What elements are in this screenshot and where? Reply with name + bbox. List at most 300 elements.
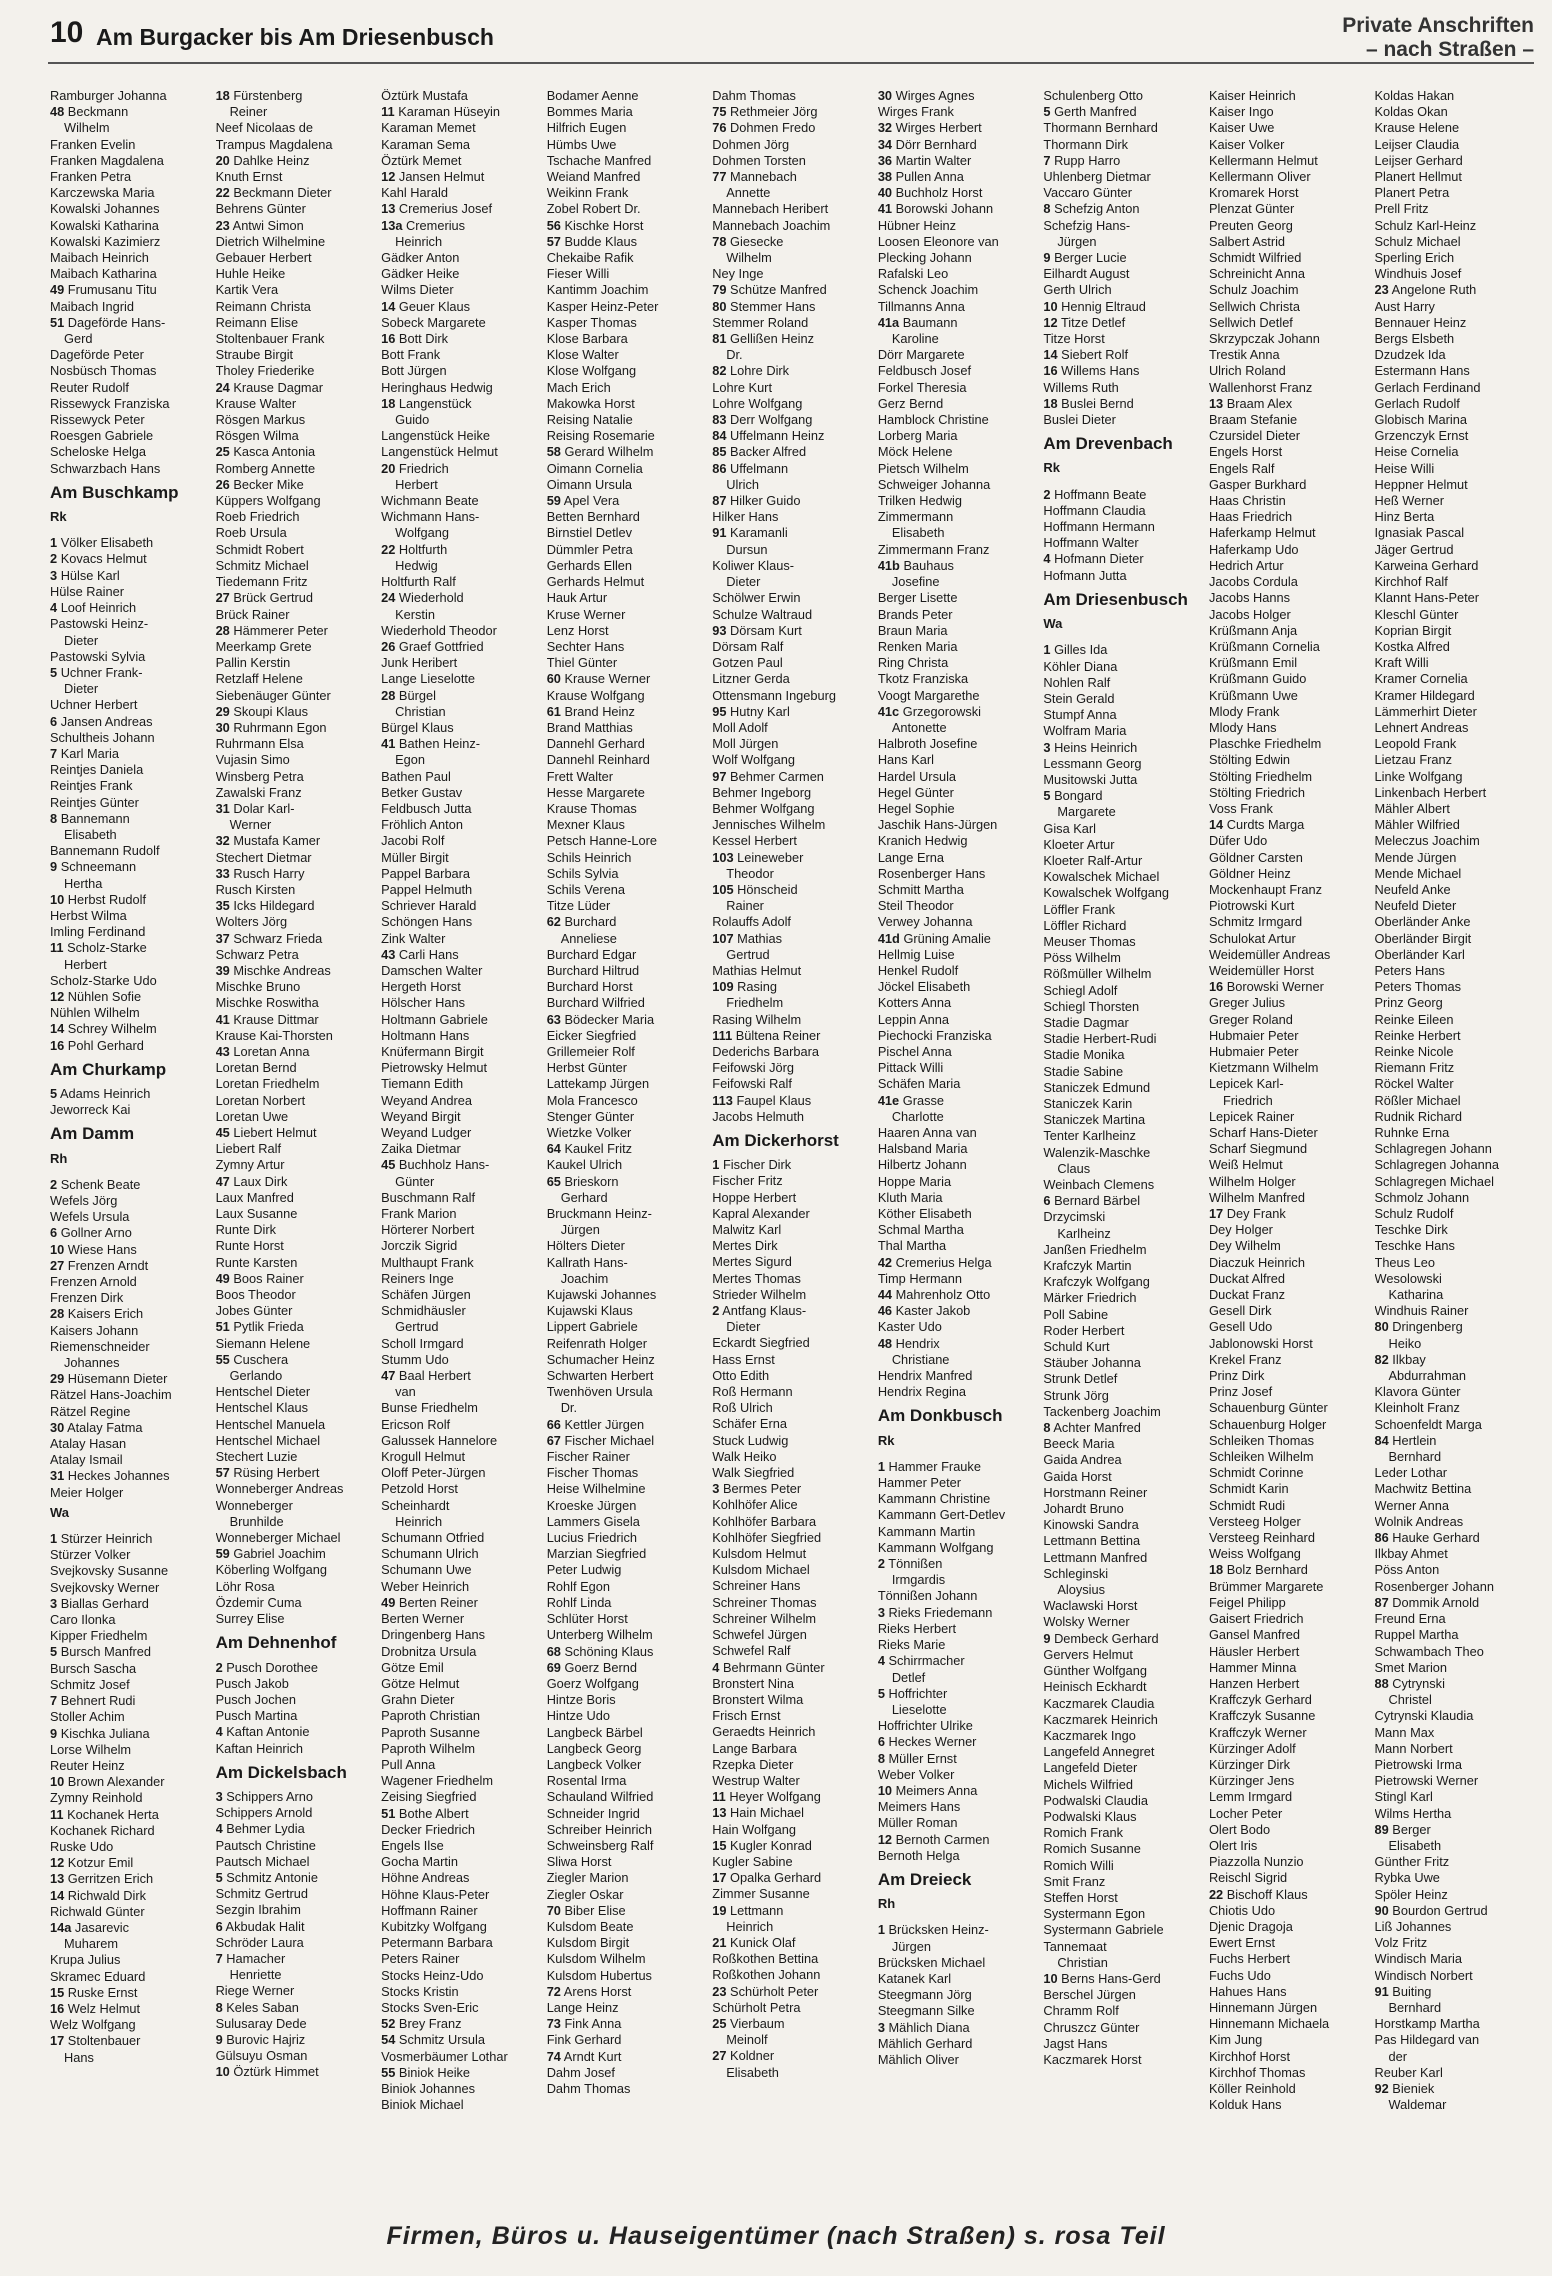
- resident-entry: [50, 795, 210, 811]
- resident-entry: [50, 1225, 210, 1241]
- resident-entry: [547, 380, 707, 396]
- resident-entry: [547, 331, 707, 347]
- resident-name: Jasarevic: [74, 1919, 129, 1935]
- resident-entry: [878, 1767, 1038, 1783]
- house-number: 11: [50, 940, 64, 956]
- resident-entry: [1043, 1355, 1203, 1371]
- resident-entry: [1209, 2049, 1369, 2065]
- resident-name: Holtmann Hans: [381, 1027, 470, 1043]
- house-number: 8: [877, 1750, 885, 1766]
- directory-column: [878, 88, 1038, 2208]
- resident-entry: [1209, 688, 1369, 704]
- resident-name: Schiegl Thorsten: [1043, 998, 1140, 1014]
- resident-name: Tschache Manfred: [546, 152, 652, 168]
- resident-name: Kohlhöfer Siegfried: [712, 1529, 822, 1545]
- resident-entry: [50, 1387, 210, 1403]
- resident-entry: [547, 574, 707, 590]
- resident-name: Stäuber Johanna: [1043, 1355, 1141, 1371]
- resident-name: Schulokat Artur: [1208, 930, 1296, 946]
- resident-name: Friedrich: [1222, 1092, 1273, 1108]
- resident-name: Kraft Willi: [1374, 655, 1429, 671]
- resident-name: Schreiber Heinrich: [546, 1821, 652, 1837]
- resident-name: Olert Bodo: [1208, 1821, 1271, 1837]
- resident-name: Kellermann Oliver: [1208, 169, 1311, 185]
- resident-name: Lettmann Manfred: [1043, 1549, 1148, 1565]
- resident-entry: [1043, 1128, 1203, 1144]
- resident-name: Götze Helmut: [381, 1675, 460, 1691]
- house-number: 84: [1374, 1432, 1389, 1448]
- resident-entry: [216, 1174, 376, 1190]
- resident-entry: [878, 444, 1038, 460]
- resident-entry: [1209, 2016, 1369, 2032]
- resident-entry: [712, 1886, 872, 1902]
- house-number: 10: [1043, 298, 1058, 314]
- resident-name: Kaczmarek Heinrich: [1043, 1711, 1158, 1727]
- resident-name: Karweina Gerhard: [1374, 557, 1479, 573]
- resident-name: Salbert Astrid: [1208, 233, 1286, 249]
- resident-name: Gerlando: [229, 1368, 283, 1384]
- resident-entry: [547, 412, 707, 428]
- resident-entry: [1043, 1582, 1203, 1598]
- resident-name: Gaida Horst: [1043, 1468, 1112, 1484]
- district-code: Wa: [50, 1504, 70, 1520]
- resident-name: Mende Michael: [1374, 865, 1462, 881]
- resident-entry: [878, 655, 1038, 671]
- resident-entry: [381, 898, 541, 914]
- resident-entry: [50, 633, 210, 649]
- resident-name: Beckmann Dieter: [233, 185, 332, 201]
- resident-name: Duckat Franz: [1208, 1287, 1286, 1303]
- resident-entry: [1375, 104, 1535, 120]
- resident-entry: [381, 331, 541, 347]
- resident-name: Gilles Ida: [1054, 642, 1108, 658]
- resident-name: Kaczmarek Claudia: [1043, 1695, 1155, 1711]
- resident-name: Hülse Rainer: [50, 583, 124, 599]
- resident-name: Lange Lieselotte: [381, 671, 476, 687]
- resident-name: Mann Max: [1374, 1724, 1435, 1740]
- resident-entry: [1043, 1274, 1203, 1290]
- house-number: 12: [1043, 314, 1058, 330]
- resident-entry: [216, 1141, 376, 1157]
- resident-name: Siebenäuger Günter: [215, 687, 331, 703]
- resident-entry: [1209, 1400, 1369, 1416]
- resident-name: Hellmig Luise: [877, 946, 955, 962]
- directory-columns: [50, 88, 1534, 2208]
- resident-name: Kaczmarek Horst: [1043, 2051, 1142, 2067]
- resident-entry: [878, 234, 1038, 250]
- resident-entry: [547, 1514, 707, 1530]
- directory-column: [1043, 88, 1203, 2208]
- resident-name: Hubmaier Peter: [1208, 1043, 1299, 1059]
- resident-entry: [1375, 1417, 1535, 1433]
- resident-name: Stenger Günter: [546, 1108, 635, 1124]
- resident-name: Reinke Herbert: [1374, 1027, 1461, 1043]
- resident-entry: [216, 444, 376, 460]
- resident-entry: [381, 104, 541, 120]
- resident-entry: [712, 2016, 872, 2032]
- resident-name: Friedhelm: [726, 995, 784, 1011]
- resident-entry: [1209, 1287, 1369, 1303]
- house-number: 32: [215, 833, 230, 849]
- resident-name: Reiner: [229, 104, 268, 120]
- resident-entry: [381, 201, 541, 217]
- resident-entry: [547, 2016, 707, 2032]
- resident-name: Westrup Walter: [712, 1772, 800, 1788]
- resident-entry: [712, 1611, 872, 1627]
- resident-name: Schultheis Johann: [50, 729, 155, 745]
- resident-name: Berns Hans-Gerd: [1061, 1970, 1161, 1986]
- resident-name: Ruppel Martha: [1374, 1627, 1459, 1643]
- resident-name: Stein Gerald: [1043, 690, 1115, 706]
- resident-entry: [1209, 1579, 1369, 1595]
- resident-entry: [1209, 88, 1369, 104]
- resident-name: Kaisers Erich: [67, 1306, 144, 1322]
- resident-name: Caro Ilonka: [50, 1612, 116, 1628]
- resident-entry: [216, 201, 376, 217]
- resident-entry: [50, 396, 210, 412]
- resident-entry: [1043, 250, 1203, 266]
- resident-name: Kammann Wolfgang: [877, 1539, 994, 1555]
- house-number: 9: [50, 1725, 58, 1741]
- resident-name: Jacobs Helmuth: [712, 1108, 805, 1124]
- resident-entry: [381, 1611, 541, 1627]
- resident-name: Baal Herbert: [398, 1368, 471, 1384]
- resident-name: Hammer Minna: [1208, 1659, 1297, 1675]
- house-number: 16: [50, 1037, 65, 1053]
- resident-name: Neef Nicolaas de: [215, 120, 314, 136]
- resident-entry: [216, 1271, 376, 1287]
- resident-name: Stadie Dagmar: [1043, 1014, 1129, 1030]
- resident-entry: [1043, 983, 1203, 999]
- house-number: 5: [50, 1644, 58, 1660]
- resident-entry: [712, 234, 872, 250]
- resident-name: Göldner Carsten: [1208, 849, 1303, 865]
- resident-entry: [1375, 1093, 1535, 1109]
- resident-entry: [381, 1757, 541, 1773]
- resident-entry: [547, 1984, 707, 2000]
- resident-name: Dahm Josef: [546, 2064, 615, 2080]
- resident-name: Kellermann Helmut: [1208, 152, 1318, 168]
- resident-entry: [1043, 1841, 1203, 1857]
- resident-entry: [216, 1562, 376, 1578]
- resident-name: Waclawski Horst: [1043, 1598, 1138, 1614]
- resident-entry: [216, 493, 376, 509]
- resident-name: Horstkamp Martha: [1374, 2016, 1480, 2032]
- resident-name: Mähler Wilfried: [1374, 817, 1460, 833]
- resident-name: Fischer Rainer: [546, 1449, 630, 1465]
- resident-entry: [1209, 1465, 1369, 1481]
- resident-name: Heyer Wolfgang: [729, 1789, 821, 1805]
- resident-name: Kaczmarek Ingo: [1043, 1727, 1136, 1743]
- resident-name: Pappel Barbara: [381, 865, 471, 881]
- resident-name: Schirrmacher: [888, 1653, 965, 1669]
- house-number: 66: [546, 1416, 561, 1432]
- resident-name: Klose Barbara: [546, 331, 628, 347]
- resident-entry: [1043, 1566, 1203, 1582]
- resident-name: Kaisers Johann: [50, 1322, 139, 1338]
- resident-name: Kaiser Heinrich: [1208, 88, 1296, 103]
- resident-entry: [50, 1677, 210, 1693]
- resident-entry: [50, 1823, 210, 1839]
- resident-name: Rusch Harry: [233, 865, 305, 881]
- house-number: 91: [1374, 1983, 1389, 1999]
- resident-entry: [712, 931, 872, 947]
- resident-name: Beeck Maria: [1043, 1436, 1115, 1452]
- resident-name: Pas Hildegard van: [1374, 2032, 1480, 2048]
- house-number: 12: [381, 169, 396, 185]
- resident-entry: [878, 1751, 1038, 1767]
- house-number: 56: [546, 217, 561, 233]
- resident-name: Brand Matthias: [546, 719, 633, 735]
- house-number: 4: [50, 600, 58, 616]
- resident-name: Hauke Gerhard: [1392, 1530, 1480, 1546]
- resident-entry: [712, 1870, 872, 1886]
- resident-name: Laux Dirk: [233, 1173, 288, 1189]
- resident-entry: [216, 623, 376, 639]
- resident-name: Jürgen: [891, 1938, 931, 1954]
- resident-name: Estermann Hans: [1374, 363, 1470, 379]
- resident-name: Wilhelm Holger: [1208, 1173, 1296, 1189]
- resident-entry: [712, 1643, 872, 1659]
- resident-name: Buchholz Horst: [895, 185, 983, 201]
- resident-entry: [878, 623, 1038, 639]
- resident-name: Bennauer Heinz: [1374, 314, 1467, 330]
- resident-name: Schefzig Anton: [1054, 201, 1140, 217]
- resident-name: Tönnißen: [888, 1556, 943, 1572]
- resident-name: Janßen Friedhelm: [1043, 1241, 1147, 1257]
- resident-entry: [1043, 234, 1203, 250]
- resident-entry: [878, 720, 1038, 736]
- house-number: 57: [215, 1465, 230, 1481]
- resident-entry: [1209, 850, 1369, 866]
- resident-entry: [1209, 1125, 1369, 1141]
- resident-name: Schmidt Karin: [1208, 1481, 1289, 1497]
- resident-entry: [712, 688, 872, 704]
- resident-name: Freund Erna: [1374, 1611, 1446, 1627]
- resident-name: Lämmerhirt Dieter: [1374, 703, 1477, 719]
- resident-name: Eckardt Siegfried: [712, 1335, 810, 1351]
- resident-name: Lehnert Andreas: [1374, 719, 1469, 735]
- resident-entry: [1043, 1598, 1203, 1614]
- resident-entry: [50, 1985, 210, 2001]
- resident-entry: [50, 234, 210, 250]
- resident-name: Wichmann Beate: [381, 493, 479, 509]
- house-number: 22: [215, 185, 230, 201]
- resident-name: Roeb Ursula: [215, 525, 287, 541]
- house-number: 5: [1043, 104, 1051, 120]
- resident-name: Pallin Kerstin: [215, 655, 291, 671]
- resident-name: Tannemaat: [1043, 1938, 1107, 1954]
- resident-entry: [878, 1491, 1038, 1507]
- resident-entry: [1375, 995, 1535, 1011]
- resident-entry: [216, 979, 376, 995]
- house-number: 4: [1043, 551, 1051, 567]
- resident-entry: [1375, 88, 1535, 104]
- resident-entry: [1209, 2081, 1369, 2097]
- resident-name: Greger Roland: [1208, 1011, 1293, 1027]
- resident-entry: [50, 1086, 210, 1102]
- resident-name: Hertlein: [1392, 1432, 1437, 1448]
- resident-name: Friedrich: [398, 460, 449, 476]
- resident-entry: [381, 1190, 541, 1206]
- resident-entry: [216, 412, 376, 428]
- house-number: 28: [381, 687, 396, 703]
- resident-name: Langbeck Bärbel: [546, 1724, 643, 1740]
- resident-entry: [712, 2048, 872, 2064]
- resident-entry: [712, 1028, 872, 1044]
- resident-entry: [216, 234, 376, 250]
- house-number: 92: [1374, 2080, 1389, 2096]
- resident-entry: [50, 137, 210, 153]
- resident-name: Prinz Dirk: [1208, 1368, 1265, 1384]
- house-number: 3: [1043, 739, 1051, 755]
- street-heading: Am Donkbusch: [877, 1406, 1003, 1426]
- house-number: 14: [1043, 347, 1058, 363]
- resident-name: Kruse Werner: [546, 606, 626, 622]
- resident-name: Kowalschek Michael: [1043, 869, 1160, 885]
- resident-entry: [878, 1459, 1038, 1475]
- house-number: 7: [1043, 152, 1051, 168]
- resident-name: Lepicek Rainer: [1208, 1108, 1295, 1124]
- resident-entry: [712, 963, 872, 979]
- resident-entry: [878, 1319, 1038, 1335]
- resident-entry: [50, 2017, 210, 2033]
- resident-entry: [381, 477, 541, 493]
- resident-name: Haferkamp Udo: [1208, 541, 1299, 557]
- resident-name: Gülsuyu Osman: [215, 2048, 308, 2064]
- resident-entry: [50, 1177, 210, 1193]
- resident-entry: [1043, 1663, 1203, 1679]
- resident-name: Dageförde Hans-: [67, 314, 166, 330]
- resident-entry: [547, 995, 707, 1011]
- resident-name: Schulenberg Otto: [1043, 88, 1143, 103]
- resident-entry: [1209, 428, 1369, 444]
- resident-name: Fuchs Herbert: [1208, 1951, 1291, 1967]
- resident-entry: [1375, 607, 1535, 623]
- resident-entry: [878, 590, 1038, 606]
- house-number: 68: [546, 1643, 561, 1659]
- resident-entry: [1209, 752, 1369, 768]
- resident-name: Kowalski Kazimierz: [50, 233, 161, 249]
- resident-name: Sellwich Detlef: [1208, 314, 1293, 330]
- resident-entry: [547, 785, 707, 801]
- resident-entry: [381, 266, 541, 282]
- house-number: 10: [50, 891, 65, 907]
- resident-name: Schils Verena: [546, 881, 625, 897]
- resident-entry: [381, 299, 541, 315]
- resident-entry: [1209, 1028, 1369, 1044]
- resident-entry: [1209, 1725, 1369, 1741]
- resident-name: Kloeter Artur: [1043, 836, 1115, 852]
- resident-name: Schwarz Petra: [215, 946, 299, 962]
- resident-entry: [1043, 1193, 1203, 1209]
- resident-name: Junk Heribert: [381, 655, 458, 671]
- resident-name: Biniok Johannes: [381, 2080, 476, 2096]
- resident-entry: [1043, 218, 1203, 234]
- resident-name: Heins Heinrich: [1054, 739, 1138, 755]
- resident-name: Peter Ludwig: [546, 1562, 622, 1578]
- resident-entry: [1209, 1611, 1369, 1627]
- resident-entry: [712, 1530, 872, 1546]
- resident-entry: [878, 1637, 1038, 1653]
- resident-name: Schmitz Josef: [50, 1676, 130, 1692]
- house-number: 14: [381, 298, 396, 314]
- resident-name: Zaika Dietmar: [381, 1141, 461, 1157]
- house-number: 8: [1043, 1420, 1051, 1436]
- resident-entry: [216, 785, 376, 801]
- resident-entry: [1375, 1109, 1535, 1125]
- resident-entry: [1043, 1744, 1203, 1760]
- resident-entry: [216, 1255, 376, 1271]
- resident-name: Lange Barbara: [712, 1740, 797, 1756]
- resident-entry: [50, 1274, 210, 1290]
- resident-name: Borowski Werner: [1226, 979, 1324, 995]
- resident-entry: [547, 2065, 707, 2081]
- resident-entry: [50, 363, 210, 379]
- resident-name: Wiederhold Theodor: [381, 622, 497, 638]
- resident-entry: [50, 940, 210, 956]
- resident-entry: [216, 1417, 376, 1433]
- resident-name: Höhne Andreas: [381, 1870, 470, 1886]
- resident-name: Knüfermann Birgit: [381, 1043, 484, 1059]
- directory-column: [712, 88, 872, 2208]
- resident-name: Krause Dittmar: [233, 1011, 319, 1027]
- resident-name: Stechert Dietmar: [215, 849, 312, 865]
- resident-name: Atalay Ismail: [50, 1452, 123, 1468]
- house-number: 16: [381, 331, 396, 347]
- resident-name: Hinnemann Jürgen: [1208, 1999, 1318, 2015]
- resident-entry: [381, 671, 541, 687]
- resident-entry: [381, 1076, 541, 1092]
- resident-entry: [1375, 1530, 1535, 1546]
- resident-name: Krüßmann Cornelia: [1208, 638, 1320, 654]
- resident-name: Gisa Karl: [1043, 820, 1096, 836]
- resident-name: Boos Rainer: [233, 1270, 304, 1286]
- resident-name: Pietrowsky Helmut: [381, 1060, 488, 1076]
- resident-name: Jablonowski Horst: [1208, 1335, 1313, 1351]
- resident-entry: [1209, 1757, 1369, 1773]
- resident-name: Frett Walter: [546, 768, 614, 784]
- resident-name: Cremerius: [406, 217, 466, 233]
- resident-name: Maibach Katharina: [50, 266, 157, 282]
- resident-name: Drzycimski: [1043, 1209, 1106, 1225]
- resident-entry: [1209, 477, 1369, 493]
- resident-name: Renken Maria: [877, 638, 958, 654]
- street-heading: Am Dehnenhof: [215, 1633, 337, 1653]
- street-heading: Am Buschkamp: [50, 482, 179, 502]
- resident-entry: [381, 1319, 541, 1335]
- resident-name: Berger: [1392, 1821, 1431, 1837]
- resident-entry: [50, 1420, 210, 1436]
- resident-entry: [878, 898, 1038, 914]
- resident-name: Haas Christin: [1208, 493, 1286, 509]
- resident-entry: [381, 623, 541, 639]
- resident-name: Krause Wolfgang: [546, 687, 645, 703]
- resident-entry: [1375, 1789, 1535, 1805]
- resident-entry: [216, 1935, 376, 1951]
- resident-name: Kloeter Ralf-Artur: [1043, 852, 1143, 868]
- resident-entry: [712, 1919, 872, 1935]
- resident-entry: [1043, 966, 1203, 982]
- resident-name: Krogull Helmut: [381, 1449, 466, 1465]
- resident-entry: [878, 218, 1038, 234]
- house-number: 41a: [877, 314, 900, 330]
- resident-name: Hoffrichter: [888, 1685, 948, 1701]
- resident-entry: [878, 201, 1038, 217]
- resident-entry: [50, 2001, 210, 2017]
- resident-name: Grüning Amalie: [903, 930, 991, 946]
- resident-name: Hain Michael: [730, 1805, 805, 1821]
